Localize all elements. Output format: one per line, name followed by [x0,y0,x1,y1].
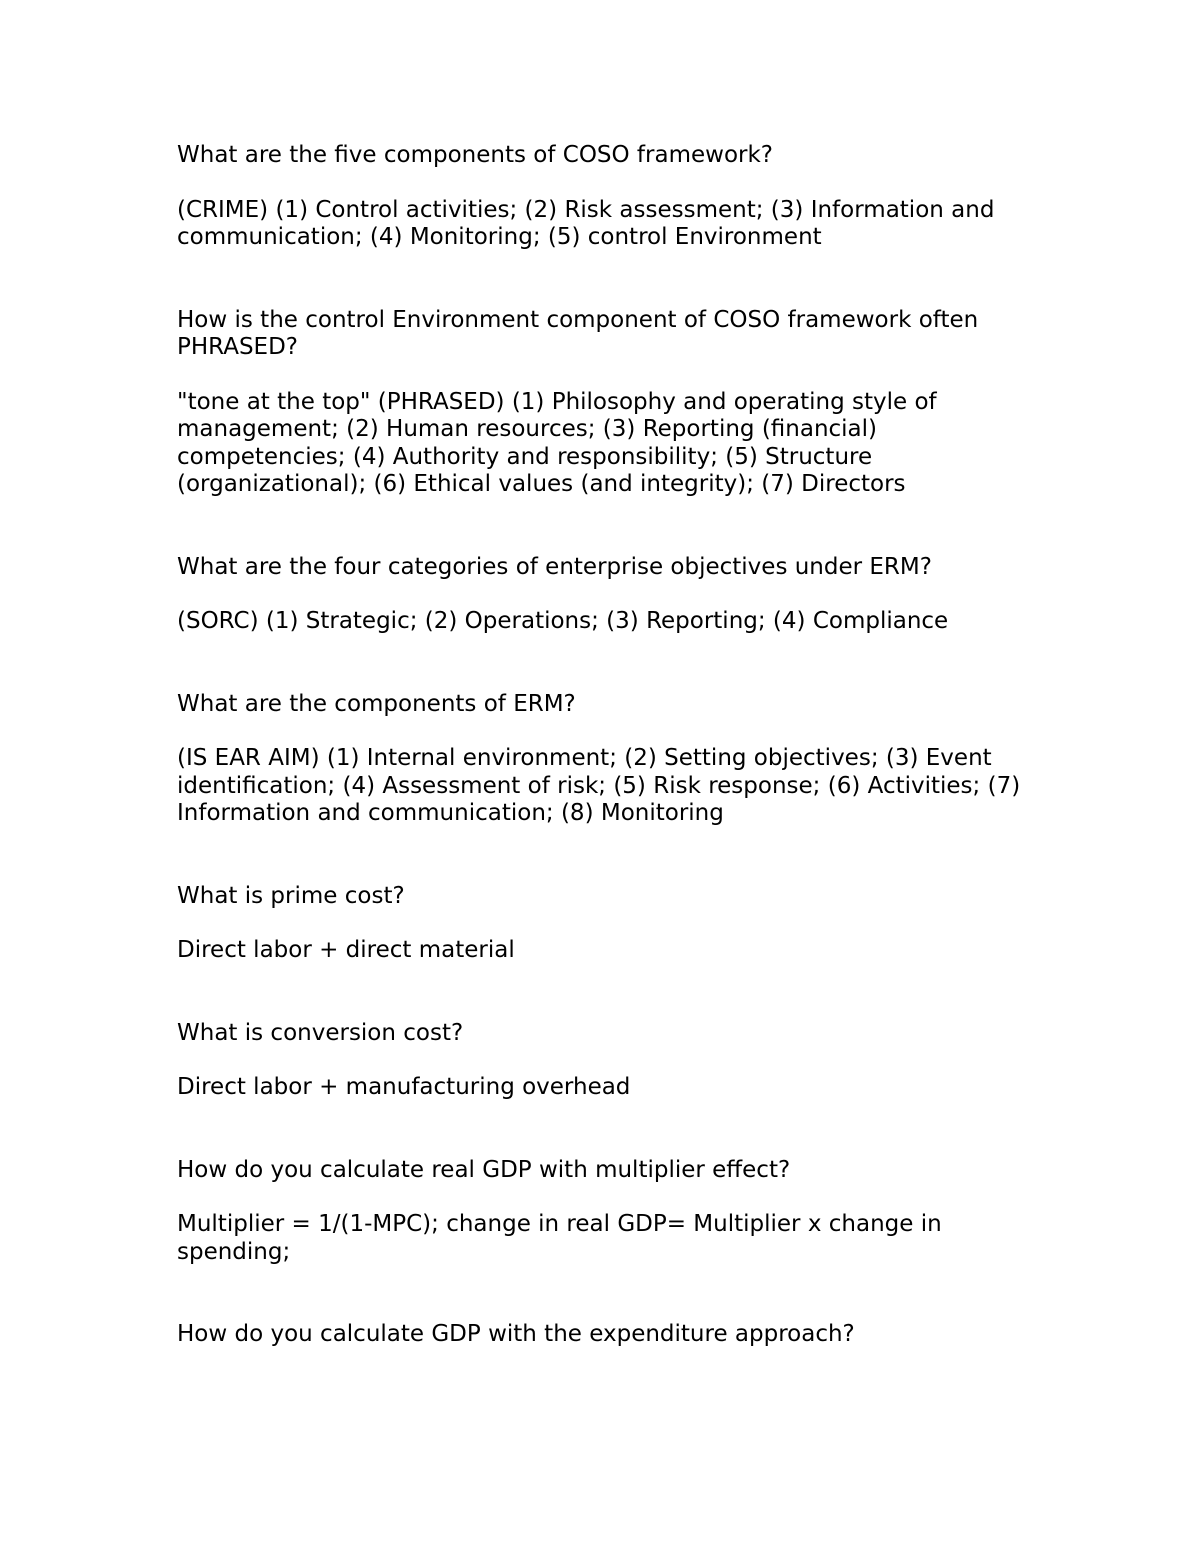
qa-item-6 [177,1020,1027,1102]
spacer [177,828,1027,883]
qa-item-4 [177,691,1027,828]
spacer [177,1266,1027,1321]
qa-item-8 [177,1321,1027,1349]
question-text: How do you calculate real GDP with multiplier effect? [177,1156,791,1183]
answer-text: (IS EAR AIM) (1) Internal environment; (2) Setting objectives; (3) Event identification; (4) Assessment of risk; (5) Risk response; (6) Activities; (7) Information and communication; (8) Monitoring [177,745,1021,826]
qa-item-7 [177,1157,1027,1267]
spacer [177,252,1027,307]
spacer [177,636,1027,691]
question-text: How do you calculate GDP with the expenditure approach? [177,1321,855,1347]
qa-item-5 [177,883,1027,965]
question-text: What are the components of ERM? [177,690,576,717]
qa-item-2 [177,307,1027,499]
question-text: How is the control Environment component of COSO framework often PHRASED? [177,306,979,360]
spacer [177,1102,1027,1157]
spacer [177,499,1027,554]
answer-text: Multiplier = 1/(1-MPC); change in real GDP= Multiplier x change in spending; [177,1211,942,1265]
answer-text: Direct labor + direct material [177,937,515,963]
spacer [177,965,1027,1020]
answer-text: Direct labor + manufacturing overhead [177,1074,631,1100]
question-text: What is conversion cost? [177,1019,464,1046]
answer-text: (CRIME) (1) Control activities; (2) Risk assessment; (3) Information and communication; (4) Monitoring; (5) control Environment [177,196,995,250]
question-text: What are the five components of COSO framework? [177,142,774,168]
document-body [177,142,1027,1349]
question-text: What is prime cost? [177,882,405,909]
answer-text: (SORC) (1) Strategic; (2) Operations; (3) Reporting; (4) Compliance [177,608,949,634]
question-text: What are the four categories of enterprise objectives under ERM? [177,553,932,580]
answer-text: "tone at the top" (PHRASED) (1) Philosophy and operating style of management; (2) Human resources; (3) Reporting (financial) competencies; (4) Authority and responsibility; (5) Structure (organizational); (6) Ethical values (and integrity); (7) Directors [177,388,937,497]
qa-item-3 [177,554,1027,636]
qa-item-1 [177,142,1027,252]
